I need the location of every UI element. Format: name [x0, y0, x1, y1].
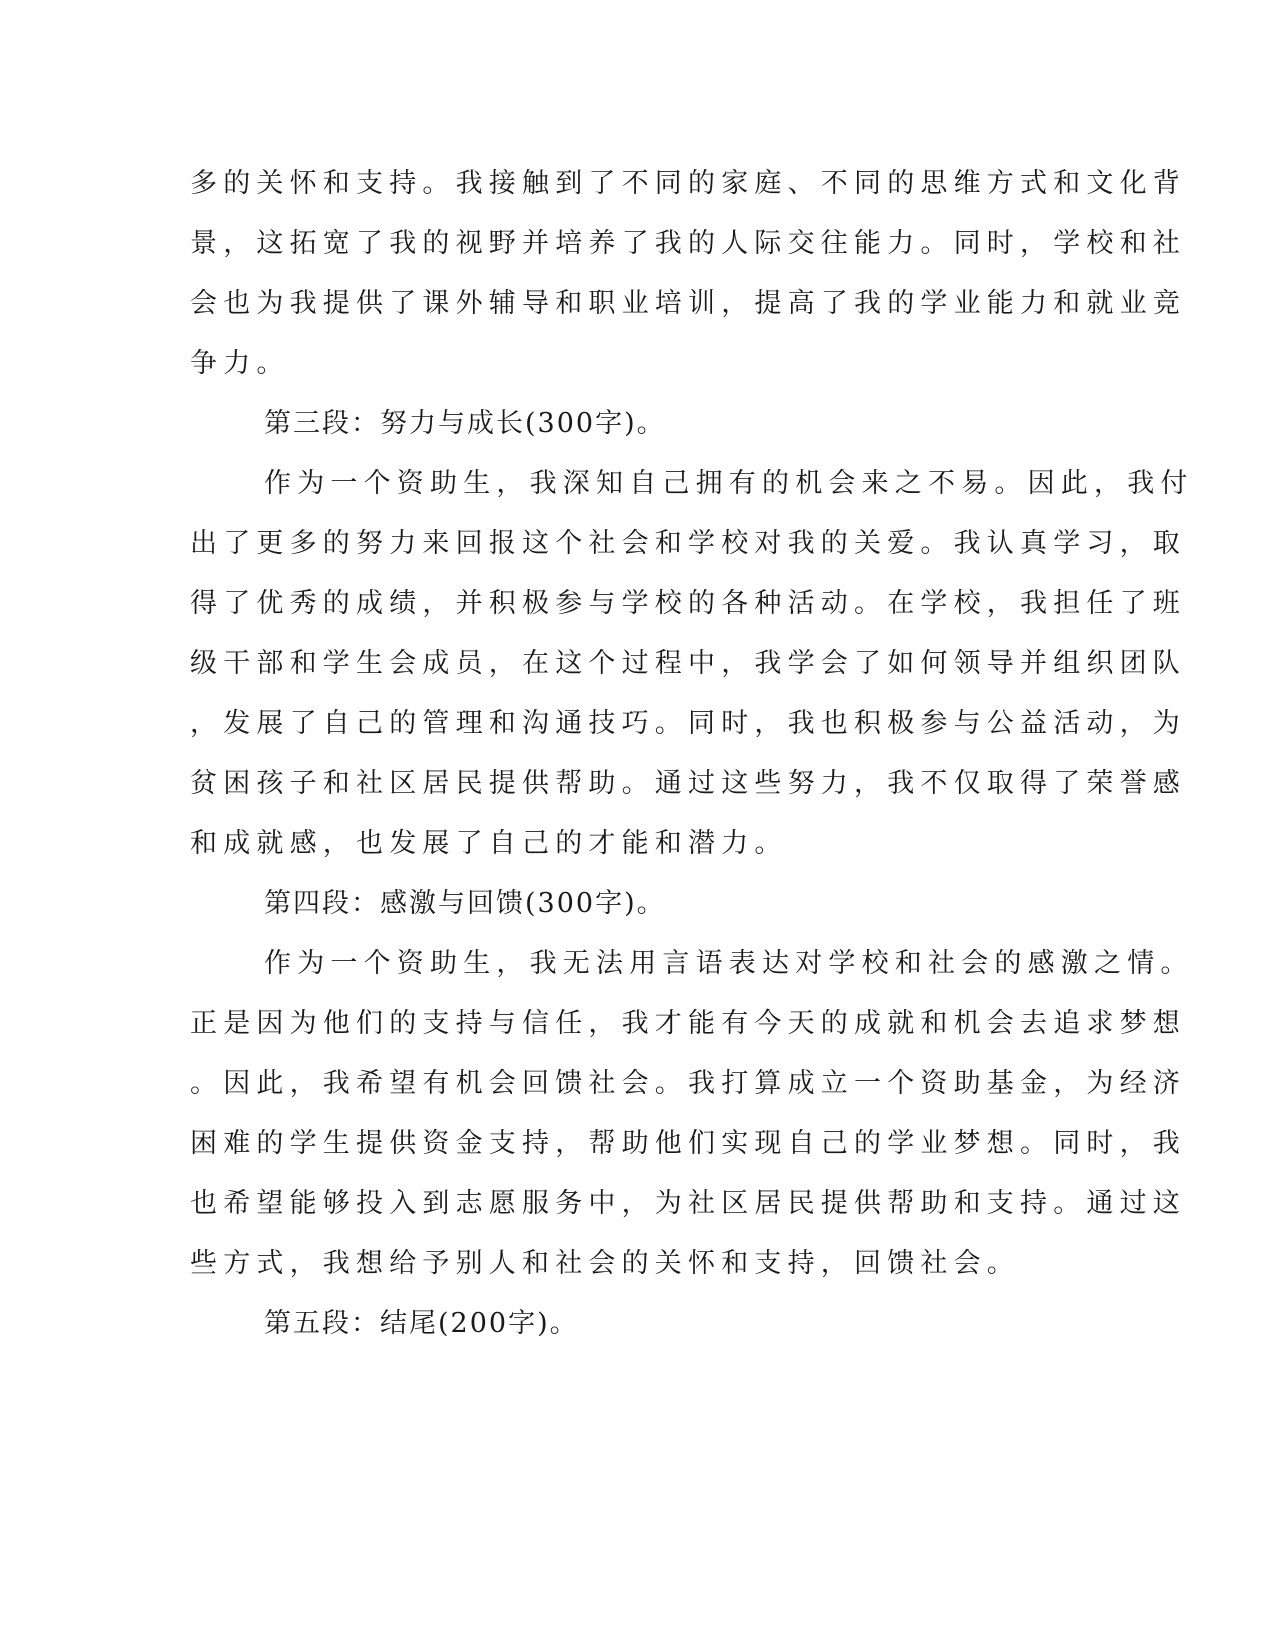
text-line: 些方式，我想给予别人和社会的关怀和支持，回馈社会。 — [190, 1248, 1020, 1279]
text-line: 会也为我提供了课外辅导和职业培训，提高了我的学业能力和就业竞 — [190, 288, 1186, 319]
text-line: 困难的学生提供资金支持，帮助他们实现自己的学业梦想。同时，我 — [190, 1128, 1186, 1159]
text-line: 正是因为他们的支持与信任，我才能有今天的成就和机会去追求梦想 — [190, 1008, 1186, 1039]
section-heading-3: 第三段：努力与成长(300字)。 — [264, 408, 666, 439]
section-heading-5: 第五段：结尾(200字)。 — [264, 1308, 579, 1339]
text-line: 作为一个资助生，我深知自己拥有的机会来之不易。因此，我付 — [264, 468, 1194, 499]
text-line: 作为一个资助生，我无法用言语表达对学校和社会的感激之情。 — [264, 948, 1194, 979]
text-line: 。因此，我希望有机会回馈社会。我打算成立一个资助基金，为经济 — [190, 1068, 1186, 1099]
text-line: 也希望能够投入到志愿服务中，为社区居民提供帮助和支持。通过这 — [190, 1188, 1186, 1219]
text-line: 得了优秀的成绩，并积极参与学校的各种活动。在学校，我担任了班 — [190, 588, 1186, 619]
text-line: 贫困孩子和社区居民提供帮助。通过这些努力，我不仅取得了荣誉感 — [190, 768, 1186, 799]
text-line: ，发展了自己的管理和沟通技巧。同时，我也积极参与公益活动，为 — [190, 708, 1186, 739]
text-line: 级干部和学生会成员，在这个过程中，我学会了如何领导并组织团队 — [190, 648, 1186, 679]
text-line: 争力。 — [190, 348, 290, 379]
text-line: 出了更多的努力来回报这个社会和学校对我的关爱。我认真学习，取 — [190, 528, 1186, 559]
text-line: 景，这拓宽了我的视野并培养了我的人际交往能力。同时，学校和社 — [190, 228, 1186, 259]
text-line: 多的关怀和支持。我接触到了不同的家庭、不同的思维方式和文化背 — [190, 168, 1186, 199]
section-heading-4: 第四段：感激与回馈(300字)。 — [264, 888, 666, 919]
text-line: 和成就感，也发展了自己的才能和潜力。 — [190, 828, 788, 859]
